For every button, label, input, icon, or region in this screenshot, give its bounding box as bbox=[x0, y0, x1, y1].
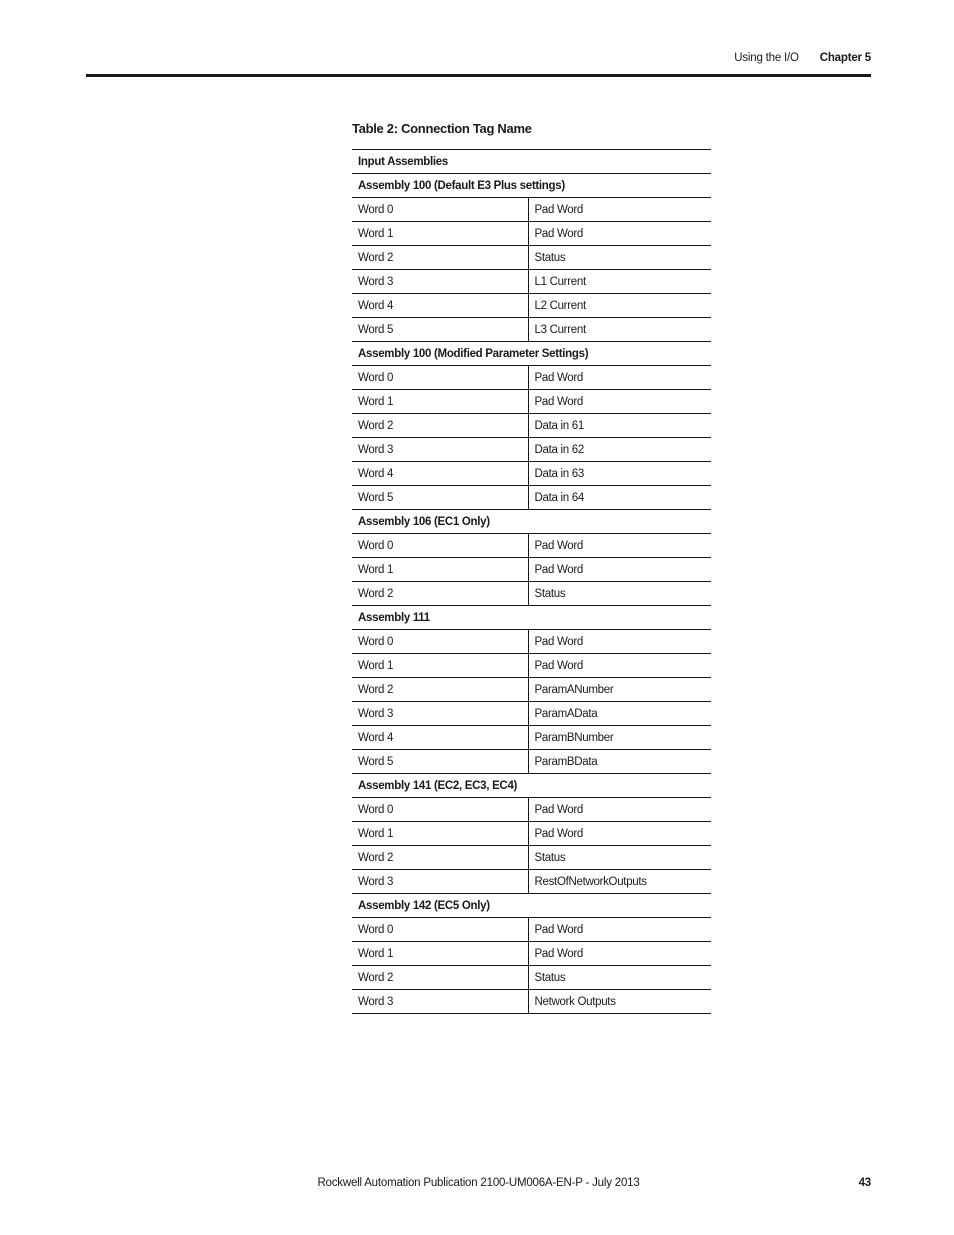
assembly-group-title: Assembly 141 (EC2, EC3, EC4) bbox=[352, 774, 711, 798]
table-row bbox=[352, 702, 711, 726]
word-cell: Word 2 bbox=[352, 678, 528, 702]
assembly-group-title: Assembly 100 (Default E3 Plus settings) bbox=[352, 174, 711, 198]
tag-name-cell: Status bbox=[528, 582, 711, 606]
tag-name-cell: RestOfNetworkOutputs bbox=[528, 870, 711, 894]
tag-name-cell: Pad Word bbox=[528, 366, 711, 390]
word-cell: Word 1 bbox=[352, 558, 528, 582]
table-row bbox=[352, 366, 711, 390]
header-chapter-label: Chapter 5 bbox=[819, 52, 871, 64]
word-cell: Word 4 bbox=[352, 462, 528, 486]
table-title-row bbox=[352, 150, 711, 174]
table-row bbox=[352, 798, 711, 822]
table-row bbox=[352, 678, 711, 702]
table-body bbox=[352, 150, 711, 1014]
word-cell: Word 2 bbox=[352, 414, 528, 438]
word-cell: Word 1 bbox=[352, 942, 528, 966]
word-cell: Word 1 bbox=[352, 822, 528, 846]
table-row bbox=[352, 966, 711, 990]
word-cell: Word 4 bbox=[352, 726, 528, 750]
table-row bbox=[352, 390, 711, 414]
table-row bbox=[352, 630, 711, 654]
word-cell: Word 3 bbox=[352, 438, 528, 462]
table-row bbox=[352, 198, 711, 222]
table-row bbox=[352, 942, 711, 966]
page-header bbox=[86, 52, 871, 70]
tag-name-cell: Data in 63 bbox=[528, 462, 711, 486]
tag-name-cell: Pad Word bbox=[528, 630, 711, 654]
word-cell: Word 1 bbox=[352, 654, 528, 678]
tag-name-cell: Pad Word bbox=[528, 918, 711, 942]
table-row bbox=[352, 222, 711, 246]
word-cell: Word 1 bbox=[352, 222, 528, 246]
tag-name-cell: Data in 64 bbox=[528, 486, 711, 510]
word-cell: Word 5 bbox=[352, 750, 528, 774]
word-cell: Word 0 bbox=[352, 798, 528, 822]
word-cell: Word 3 bbox=[352, 990, 528, 1014]
table-row bbox=[352, 534, 711, 558]
tag-name-cell: ParamBData bbox=[528, 750, 711, 774]
word-cell: Word 0 bbox=[352, 198, 528, 222]
tag-name-cell: Pad Word bbox=[528, 558, 711, 582]
table-row bbox=[352, 462, 711, 486]
table-row bbox=[352, 582, 711, 606]
assembly-group-row bbox=[352, 342, 711, 366]
tag-name-cell: Data in 62 bbox=[528, 438, 711, 462]
word-cell: Word 0 bbox=[352, 918, 528, 942]
table-row bbox=[352, 990, 711, 1014]
word-cell: Word 0 bbox=[352, 534, 528, 558]
word-cell: Word 2 bbox=[352, 582, 528, 606]
word-cell: Word 3 bbox=[352, 870, 528, 894]
assembly-group-row bbox=[352, 174, 711, 198]
tag-name-cell: Data in 61 bbox=[528, 414, 711, 438]
word-cell: Word 5 bbox=[352, 318, 528, 342]
tag-name-cell: ParamBNumber bbox=[528, 726, 711, 750]
word-cell: Word 3 bbox=[352, 702, 528, 726]
connection-tag-table bbox=[352, 149, 711, 1014]
tag-name-cell: Status bbox=[528, 846, 711, 870]
tag-name-cell: L3 Current bbox=[528, 318, 711, 342]
table-row bbox=[352, 246, 711, 270]
assembly-group-title: Assembly 100 (Modified Parameter Settings) bbox=[352, 342, 711, 366]
tag-name-cell: Network Outputs bbox=[528, 990, 711, 1014]
table-row bbox=[352, 318, 711, 342]
word-cell: Word 2 bbox=[352, 246, 528, 270]
tag-name-cell: ParamANumber bbox=[528, 678, 711, 702]
page-number: 43 bbox=[858, 1177, 871, 1189]
table-row bbox=[352, 870, 711, 894]
table-row bbox=[352, 654, 711, 678]
tag-name-cell: Pad Word bbox=[528, 222, 711, 246]
header-section-title: Using the I/O bbox=[734, 52, 799, 64]
tag-name-cell: ParamAData bbox=[528, 702, 711, 726]
word-cell: Word 4 bbox=[352, 294, 528, 318]
assembly-group-title: Assembly 142 (EC5 Only) bbox=[352, 894, 711, 918]
assembly-group-row bbox=[352, 510, 711, 534]
table-row bbox=[352, 822, 711, 846]
tag-name-cell: Pad Word bbox=[528, 654, 711, 678]
tag-name-cell: Pad Word bbox=[528, 798, 711, 822]
assembly-group-title: Assembly 106 (EC1 Only) bbox=[352, 510, 711, 534]
tag-name-cell: Pad Word bbox=[528, 390, 711, 414]
word-cell: Word 0 bbox=[352, 630, 528, 654]
header-rule bbox=[86, 74, 871, 77]
word-cell: Word 5 bbox=[352, 486, 528, 510]
tag-name-cell: L2 Current bbox=[528, 294, 711, 318]
table-row bbox=[352, 726, 711, 750]
tag-name-cell: L1 Current bbox=[528, 270, 711, 294]
word-cell: Word 2 bbox=[352, 966, 528, 990]
tag-name-cell: Pad Word bbox=[528, 534, 711, 558]
table-row bbox=[352, 270, 711, 294]
table-row bbox=[352, 294, 711, 318]
assembly-group-row bbox=[352, 774, 711, 798]
table-caption: Table 2: Connection Tag Name bbox=[352, 121, 532, 136]
table-row bbox=[352, 846, 711, 870]
assembly-group-title: Assembly 111 bbox=[352, 606, 711, 630]
tag-name-cell: Pad Word bbox=[528, 822, 711, 846]
footer-publication: Rockwell Automation Publication 2100-UM006A-EN-P - July 2013 bbox=[317, 1177, 640, 1189]
assembly-group-row bbox=[352, 606, 711, 630]
table-row bbox=[352, 486, 711, 510]
table-row bbox=[352, 918, 711, 942]
word-cell: Word 2 bbox=[352, 846, 528, 870]
table-row bbox=[352, 750, 711, 774]
word-cell: Word 0 bbox=[352, 366, 528, 390]
tag-name-cell: Pad Word bbox=[528, 942, 711, 966]
tag-name-cell: Status bbox=[528, 246, 711, 270]
table-row bbox=[352, 558, 711, 582]
word-cell: Word 1 bbox=[352, 390, 528, 414]
tag-name-cell: Pad Word bbox=[528, 198, 711, 222]
table-row bbox=[352, 414, 711, 438]
table-row bbox=[352, 438, 711, 462]
table-title: Input Assemblies bbox=[352, 150, 711, 174]
word-cell: Word 3 bbox=[352, 270, 528, 294]
assembly-group-row bbox=[352, 894, 711, 918]
tag-name-cell: Status bbox=[528, 966, 711, 990]
